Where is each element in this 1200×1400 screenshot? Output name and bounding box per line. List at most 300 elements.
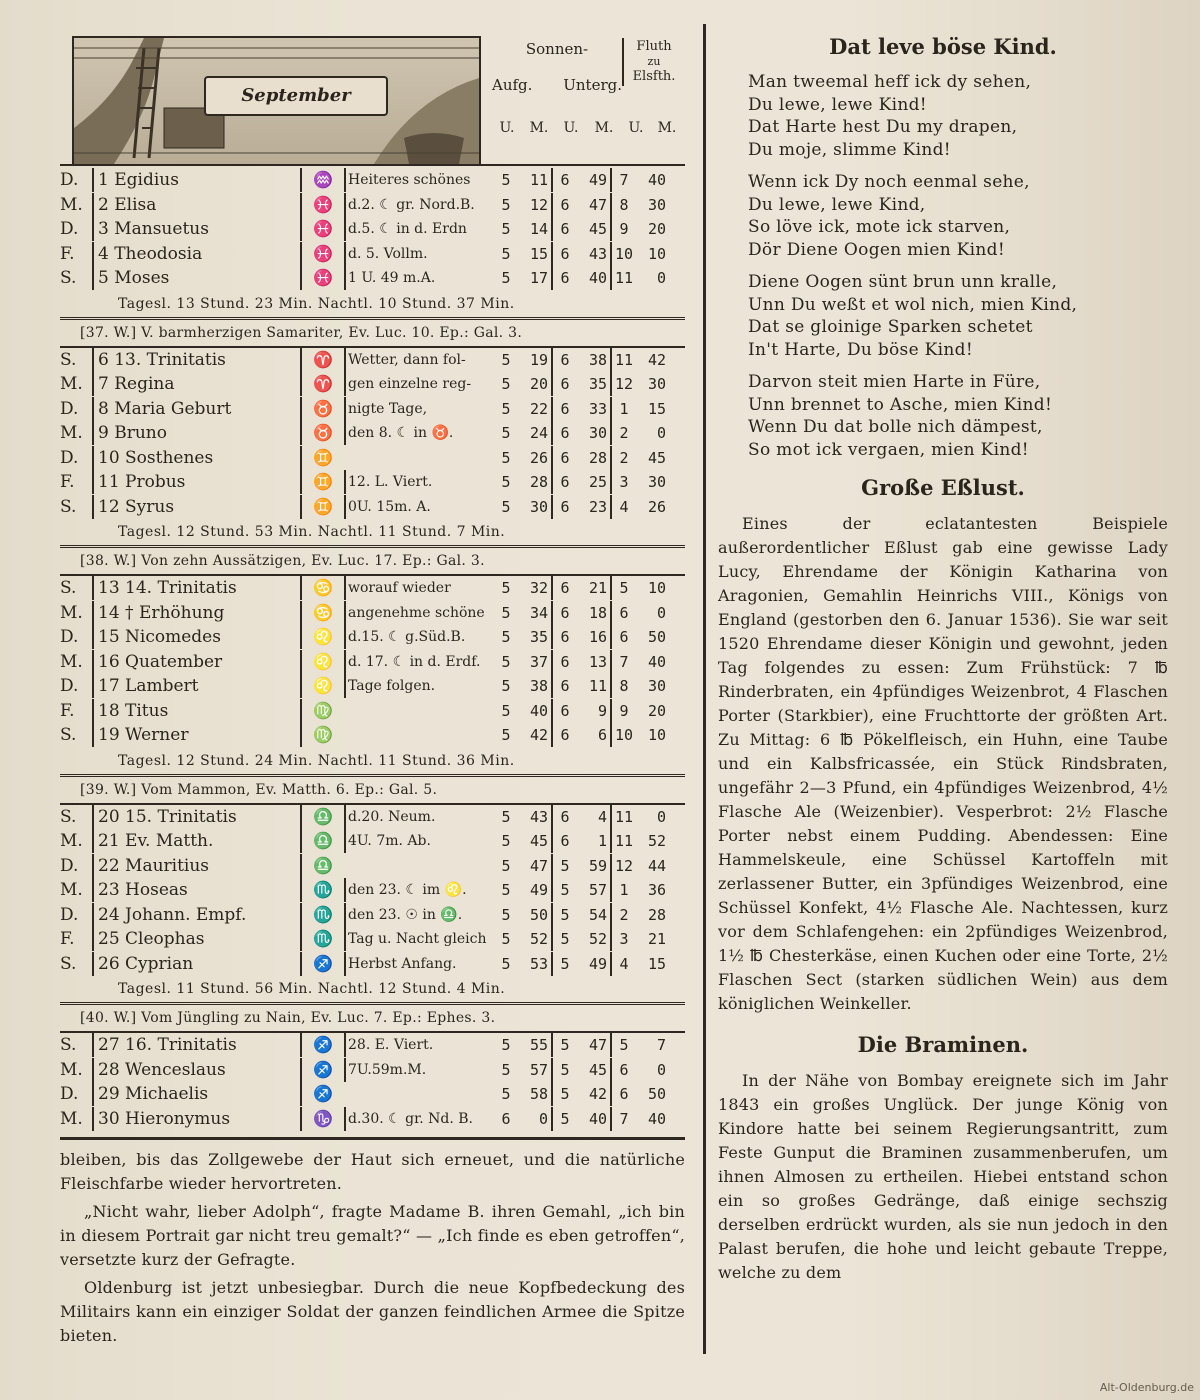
sunrise-minute: 50: [529, 905, 548, 924]
zodiac-symbol: ♓: [300, 242, 344, 266]
day-name: 7 Regina: [92, 372, 300, 396]
tide-hour: 11: [610, 348, 636, 372]
tide-minute: 10: [647, 244, 666, 263]
weekday: S.: [60, 806, 77, 827]
text-column: [718, 28, 1168, 1285]
prose-paragraph: bleiben, bis das Zollgewebe der Haut sich erneuet, und die natürliche Fleischfarbe wieder hervortreten.: [60, 1150, 685, 1193]
zodiac-symbol: ♊: [300, 446, 344, 470]
sunrise-hour: 5: [501, 603, 511, 622]
weekday: S.: [60, 349, 77, 370]
day-name: 5 Moses: [92, 266, 300, 290]
poem-line: In't Harte, Du böse Kind!: [748, 339, 973, 360]
zodiac-symbol: ♌: [300, 650, 344, 674]
tide-hour: 8: [610, 674, 636, 698]
zodiac-symbol: ♊: [300, 495, 344, 519]
day-name: 3 Mansuetus: [92, 217, 300, 241]
sunrise-minute: 30: [529, 497, 548, 516]
zodiac-symbol: ♐: [300, 952, 344, 976]
tide-minute: 20: [647, 701, 666, 720]
poem-line: Dör Diene Oogen mien Kind!: [748, 239, 1005, 260]
poem-line: Du lewe, lewe Kind!: [748, 94, 927, 115]
day-name: 24 Johann. Empf.: [92, 903, 300, 927]
sunset-minute: 28: [588, 448, 607, 467]
weekday: M.: [60, 602, 83, 623]
sunrise-hour: 5: [501, 832, 511, 851]
weekday: D.: [60, 398, 79, 419]
sunrise-minute: 11: [529, 171, 548, 190]
prose-paragraph: Oldenburg ist jetzt unbesiegbar. Durch die neue Kopfbedeckung des Militairs kann ein einziger Soldat der ganzen feindlichen Armee die Spitze bieten.: [60, 1278, 685, 1345]
poem-line: Dat se gloinige Sparken schetet: [748, 317, 1033, 337]
sunrise-hour: 5: [501, 677, 511, 696]
weather-note: nigte Tage,: [344, 397, 494, 421]
prose-paragraph: „Nicht wahr, lieber Adolph“, fragte Madame B. ihren Gemahl, „ich bin in diesem Portrait gar nicht treu gemalt?“ — „Ich finde es eben getroffen“, versetzte kurz der Gefragte.: [60, 1202, 685, 1269]
tide-minute: 42: [647, 350, 666, 369]
weather-note: 7U.59m.M.: [344, 1058, 494, 1082]
tide-place-label: Elsfth.: [632, 69, 676, 84]
sunrise-minute: 57: [529, 1060, 548, 1079]
tide-minute: 40: [647, 171, 666, 190]
sunrise-hour: 5: [501, 579, 511, 598]
sunrise-hour: 5: [501, 424, 511, 443]
sunset-hour: 5: [551, 1107, 577, 1131]
sunset-minute: 40: [588, 269, 607, 288]
tide-minute: 7: [656, 1036, 666, 1055]
day-name: 11 Probus: [92, 470, 300, 494]
poem-line: Darvon steit mien Harte in Füre,: [748, 372, 1041, 392]
poem-stanza: [718, 171, 1168, 261]
tide-hour: 12: [610, 372, 636, 396]
sunset-minute: 21: [588, 579, 607, 598]
esslust-title: Große Eßlust.: [861, 475, 1025, 500]
sunrise-minute: 15: [529, 244, 548, 263]
poem-line: So löve ick, mote ick starven,: [748, 217, 1011, 237]
day-name: 10 Sosthenes: [92, 446, 300, 470]
sunset-hour: 6: [551, 723, 577, 747]
sunset-minute: 49: [588, 171, 607, 190]
day-length: Tagesl. 11 Stund. 56 Min. Nachtl. 12 Stund. 4 Min.: [118, 981, 506, 997]
zodiac-symbol: ♎: [300, 805, 344, 829]
sunset-minute: 11: [588, 677, 607, 696]
tide-minute: 28: [647, 905, 666, 924]
tide-minute: 0: [656, 1060, 666, 1079]
sunset-hour: 6: [551, 217, 577, 241]
weekday: M.: [60, 651, 83, 672]
sunrise-hour: 5: [501, 350, 511, 369]
calendar-header: [60, 28, 685, 168]
sunset-minute: 30: [588, 424, 607, 443]
tide-minute: 15: [647, 954, 666, 973]
sunset-minute: 49: [588, 954, 607, 973]
poem-line: Unn Du weßt et wol nich, mien Kind,: [748, 294, 1078, 315]
day-name: 1 Egidius: [92, 168, 300, 192]
sun-label: Sonnen-: [525, 40, 589, 58]
tide-label: Fluth: [636, 39, 672, 54]
day-name: 14 † Erhöhung: [92, 601, 300, 625]
day-row: [60, 927, 685, 952]
sunrise-minute: 35: [529, 628, 548, 647]
tide-minute: 0: [656, 269, 666, 288]
day-row: [60, 625, 685, 650]
tide-hour: 6: [610, 625, 636, 649]
weather-note: 4U. 7m. Ab.: [344, 829, 494, 853]
poem-title: Dat leve böse Kind.: [829, 34, 1057, 59]
tide-hour: 12: [610, 854, 636, 878]
zodiac-symbol: ♓: [300, 193, 344, 217]
week-block: [60, 545, 685, 774]
sunrise-minute: 20: [529, 375, 548, 394]
calendar-bottom-rule: [60, 1137, 685, 1140]
sunrise-minute: 52: [529, 930, 548, 949]
week-block: [60, 1002, 685, 1131]
weather-note: d. 5. Vollm.: [344, 242, 494, 266]
sunrise-hour: 5: [501, 1036, 511, 1055]
sunrise-hour: 5: [501, 726, 511, 745]
zodiac-symbol: ♌: [300, 625, 344, 649]
weather-note: 1 U. 49 m.A.: [344, 266, 494, 290]
sunset-hour: 5: [551, 927, 577, 951]
sunrise-hour: 5: [501, 881, 511, 900]
day-name: 8 Maria Geburt: [92, 397, 300, 421]
day-row: [60, 168, 685, 193]
sunrise-minute: 47: [529, 856, 548, 875]
day-name: 15 Nicomedes: [92, 625, 300, 649]
sunset-hour: 5: [551, 903, 577, 927]
day-row: [60, 266, 685, 291]
tide-hour: 2: [610, 421, 636, 445]
weekday: F.: [60, 929, 75, 950]
tide-hour: 6: [610, 1082, 636, 1106]
weather-note: 0U. 15m. A.: [344, 495, 494, 519]
week-header: [38. W.] Von zehn Aussätzigen, Ev. Luc. 17. Ep.: Gal. 3.: [60, 545, 685, 576]
sunset-hour: 5: [551, 1033, 577, 1057]
sunset-hour: 6: [551, 699, 577, 723]
tide-minute: 21: [647, 930, 666, 949]
tide-minute: 36: [647, 881, 666, 900]
poem-stanza: [718, 371, 1168, 461]
sunrise-minute: 49: [529, 881, 548, 900]
day-row: [60, 829, 685, 854]
sunrise-hour: 5: [501, 930, 511, 949]
tide-hour: 8: [610, 193, 636, 217]
sunrise-minute: 43: [529, 807, 548, 826]
sunrise-hour: 5: [501, 856, 511, 875]
weather-note: den 23. ☾ im ♌.: [344, 878, 494, 902]
weather-note: d.30. ☾ gr. Nd. B.: [344, 1107, 494, 1131]
tide-minute: 45: [647, 448, 666, 467]
day-row: [60, 372, 685, 397]
zodiac-symbol: ♈: [300, 348, 344, 372]
zodiac-symbol: ♍: [300, 723, 344, 747]
poem-line: So mot ick vergaen, mien Kind!: [748, 439, 1029, 460]
day-name: 26 Cyprian: [92, 952, 300, 976]
sunrise-minute: 40: [529, 701, 548, 720]
weather-note: 28. E. Viert.: [344, 1033, 494, 1057]
weekday: F.: [60, 700, 75, 721]
weekday: D.: [60, 447, 79, 468]
sunset-hour: 6: [551, 470, 577, 494]
sunset-minute: 52: [588, 930, 607, 949]
weekday: M.: [60, 194, 83, 215]
sunrise-hour: 5: [501, 905, 511, 924]
weekday: S.: [60, 725, 77, 746]
tide-hour: 11: [610, 805, 636, 829]
weather-note: gen einzelne reg-: [344, 372, 494, 396]
sunrise-minute: 14: [529, 220, 548, 239]
sunset-minute: 13: [588, 652, 607, 671]
tide-hour: 7: [610, 1107, 636, 1131]
sunset-minute: 57: [588, 881, 607, 900]
weekday: D.: [60, 855, 79, 876]
tide-hour: 9: [610, 217, 636, 241]
tide-minute: 50: [647, 1085, 666, 1104]
month-title: September: [204, 76, 388, 116]
day-row: [60, 650, 685, 675]
tide-hour: 6: [610, 1058, 636, 1082]
day-name: 29 Michaelis: [92, 1082, 300, 1106]
weekday: D.: [60, 676, 79, 697]
zodiac-symbol: ♊: [300, 470, 344, 494]
units-row: [492, 120, 684, 136]
tide-zu-label: zu: [647, 55, 661, 68]
weekday: D.: [60, 219, 79, 240]
day-row: [60, 1058, 685, 1083]
sunrise-hour: 5: [501, 195, 511, 214]
day-name: 18 Titus: [92, 699, 300, 723]
sunset-minute: 54: [588, 905, 607, 924]
day-row: [60, 878, 685, 903]
sunrise-label: Aufg.: [492, 76, 533, 94]
unit-label: M.: [529, 120, 549, 136]
sun-header: [492, 38, 622, 96]
sunrise-hour: 5: [501, 220, 511, 239]
day-row: [60, 952, 685, 977]
day-name: 25 Cleophas: [92, 927, 300, 951]
tide-hour: 5: [610, 576, 636, 600]
tide-header: [622, 38, 684, 86]
sunset-hour: 6: [551, 397, 577, 421]
column-divider: [703, 24, 706, 1354]
source-credit: Alt-Oldenburg.de: [1099, 1381, 1194, 1394]
tide-hour: 7: [610, 650, 636, 674]
tide-minute: 50: [647, 628, 666, 647]
sunset-hour: 6: [551, 266, 577, 290]
sunset-minute: 45: [588, 1060, 607, 1079]
tide-hour: 10: [610, 242, 636, 266]
sunset-hour: 6: [551, 650, 577, 674]
tide-minute: 40: [647, 652, 666, 671]
week-header: [37. W.] V. barmherzigen Samariter, Ev. Luc. 10. Ep.: Gal. 3.: [60, 317, 685, 348]
day-row: [60, 242, 685, 267]
zodiac-symbol: ♍: [300, 699, 344, 723]
sunrise-minute: 26: [529, 448, 548, 467]
sunset-minute: 35: [588, 375, 607, 394]
weather-note: d.5. ☾ in d. Erdn: [344, 217, 494, 241]
day-row: [60, 1107, 685, 1132]
poem-line: Man tweemal heff ick dy sehen,: [748, 72, 1032, 92]
sunset-minute: 4: [597, 807, 607, 826]
day-name: 23 Hoseas: [92, 878, 300, 902]
sunset-minute: 42: [588, 1085, 607, 1104]
tide-minute: 30: [647, 195, 666, 214]
sunset-hour: 5: [551, 1082, 577, 1106]
sunrise-hour: 5: [501, 448, 511, 467]
zodiac-symbol: ♎: [300, 829, 344, 853]
weather-note: Wetter, dann fol-: [344, 348, 494, 372]
sunset-minute: 16: [588, 628, 607, 647]
day-name: 28 Wenceslaus: [92, 1058, 300, 1082]
tide-hour: 11: [610, 829, 636, 853]
tide-minute: 30: [647, 473, 666, 492]
weekday: S.: [60, 268, 77, 289]
braminen-title: Die Braminen.: [857, 1032, 1029, 1057]
day-row: [60, 446, 685, 471]
day-row: [60, 723, 685, 748]
day-row: [60, 854, 685, 879]
tide-minute: 30: [647, 375, 666, 394]
week-block: [60, 774, 685, 1003]
day-row: [60, 903, 685, 928]
day-length: Tagesl. 13 Stund. 23 Min. Nachtl. 10 Stund. 37 Min.: [118, 295, 515, 312]
zodiac-symbol: ♑: [300, 1107, 344, 1131]
sunset-minute: 33: [588, 399, 607, 418]
sunrise-minute: 58: [529, 1085, 548, 1104]
zodiac-symbol: ♐: [300, 1058, 344, 1082]
sunset-minute: 40: [588, 1109, 607, 1128]
weather-note: d.2. ☾ gr. Nord.B.: [344, 193, 494, 217]
tide-hour: 1: [610, 397, 636, 421]
week-block: [60, 317, 685, 546]
day-row: [60, 1033, 685, 1058]
day-row: [60, 1082, 685, 1107]
poem-line: Wenn ick Dy noch eenmal sehe,: [748, 172, 1030, 192]
sunset-hour: 5: [551, 878, 577, 902]
sunset-hour: 5: [551, 952, 577, 976]
day-row: [60, 805, 685, 830]
sunrise-hour: 5: [501, 1085, 511, 1104]
sunrise-hour: 5: [501, 807, 511, 826]
day-row: [60, 348, 685, 373]
zodiac-symbol: ♋: [300, 601, 344, 625]
unit-label: U.: [563, 120, 579, 136]
day-name: 9 Bruno: [92, 421, 300, 445]
tide-minute: 15: [647, 399, 666, 418]
sunset-minute: 47: [588, 195, 607, 214]
sunset-minute: 1: [597, 832, 607, 851]
zodiac-symbol: ♉: [300, 397, 344, 421]
day-name: 12 Syrus: [92, 495, 300, 519]
sunrise-hour: 5: [501, 399, 511, 418]
weather-note: d. 17. ☾ in d. Erdf.: [344, 650, 494, 674]
weekday: D.: [60, 627, 79, 648]
sunset-minute: 18: [588, 603, 607, 622]
esslust-text: Eines der eclatantesten Beispiele außerordentlicher Eßlust gab eine gewisse Lady Lucy, Ehrendame der Königin Katharina von Aragonien, Gemahlin Heinrichs VIII., Königs von England (gestorben den 6. Januar 1536). Sie war seit 1520 Ehrendame dieser Königin und gewohnt, jeden Tag folgendes zu essen: Zum Frühstück: 7 ℔ Rinderbraten, ein 4pfündiges Weizenbrot, 4 Flaschen Porter (Starkbier), eine Fruchttorte der größten Art. Zu Mittag: 6 ℔ Pökelfleisch, ein Huhn, eine Taube und ein Kalbsfricassée, ein Stück Rindsbraten, ungefähr 2—3 Pfund, ein 4pfündiges Weizenbrod, 4½ Flasche Ale (Weizenbier). Vesperbrot: 2½ Flasche Porter nebst einem Pudding. Abendessen: Eine Hammelskeule, eine Schüssel Kartoffeln mit zerlassener Butter, ein 3pfündiges Weizenbrod, eine Schüssel Konfekt, 4½ Flasche Ale. Nachtessen, kurz vor dem Schlafengehen: ein 2pfündiges Weizenbrod, 1½ ℔ Chesterkäse, einen Kuchen oder eine Torte, 2½ Flaschen Sect (starken südlichen Wein) aus dem königlichen Weinkeller.: [718, 514, 1168, 1013]
sunrise-minute: 19: [529, 350, 548, 369]
tide-minute: 44: [647, 856, 666, 875]
day-row: [60, 397, 685, 422]
sunrise-minute: 45: [529, 832, 548, 851]
sunrise-minute: 38: [529, 677, 548, 696]
calendar-weeks: [60, 168, 685, 1131]
sunrise-hour: 5: [501, 473, 511, 492]
tide-minute: 30: [647, 677, 666, 696]
day-name: 20 15. Trinitatis: [92, 805, 300, 829]
week-header: [40. W.] Vom Jüngling zu Nain, Ev. Luc. 7. Ep.: Ephes. 3.: [60, 1002, 685, 1033]
sunset-minute: 6: [597, 726, 607, 745]
sunrise-hour: 5: [501, 701, 511, 720]
week-block: [60, 168, 685, 317]
tide-hour: 11: [610, 266, 636, 290]
tide-minute: 20: [647, 220, 666, 239]
day-name: 2 Elisa: [92, 193, 300, 217]
tide-hour: 5: [610, 1033, 636, 1057]
sunrise-minute: 12: [529, 195, 548, 214]
day-name: 19 Werner: [92, 723, 300, 747]
day-name: 22 Mauritius: [92, 854, 300, 878]
sunset-hour: 6: [551, 348, 577, 372]
tide-hour: 4: [610, 952, 636, 976]
weekday: S.: [60, 1035, 77, 1056]
sunrise-minute: 42: [529, 726, 548, 745]
weather-note: angenehme schöne: [344, 601, 494, 625]
day-row: [60, 193, 685, 218]
tide-hour: 10: [610, 723, 636, 747]
sunset-hour: 6: [551, 242, 577, 266]
tide-minute: 0: [656, 424, 666, 443]
sunrise-hour: 5: [501, 375, 511, 394]
braminen-text: In der Nähe von Bombay ereignete sich im Jahr 1843 ein großes Unglück. Der junge König von Kindore hatte bei seinem Regierungsantritt, zum Feste Gunput die Braminen zusammenberufen, um ihnen Almosen zu ertheilen. Hiebei entstand schon ein so großes Gedränge, daß einige sechszig derselben erdrückt wurden, als sie nun jedoch in den Palast berufen, die hohe und leicht gebaute Treppe, welche zu dem: [718, 1071, 1168, 1282]
zodiac-symbol: ♈: [300, 372, 344, 396]
sunset-hour: 6: [551, 805, 577, 829]
tide-hour: 6: [610, 601, 636, 625]
day-row: [60, 470, 685, 495]
sunrise-hour: 5: [501, 628, 511, 647]
day-name: 4 Theodosia: [92, 242, 300, 266]
sunset-hour: 6: [551, 193, 577, 217]
day-name: 16 Quatember: [92, 650, 300, 674]
poem-line: Du moje, slimme Kind!: [748, 139, 951, 160]
zodiac-symbol: ♎: [300, 854, 344, 878]
sunset-minute: 38: [588, 350, 607, 369]
tide-hour: 7: [610, 168, 636, 192]
sunset-hour: 6: [551, 446, 577, 470]
day-length: Tagesl. 12 Stund. 53 Min. Nachtl. 11 Stund. 7 Min.: [118, 524, 506, 540]
sunset-hour: 6: [551, 421, 577, 445]
weather-note: d.20. Neum.: [344, 805, 494, 829]
weekday: D.: [60, 904, 79, 925]
sunset-hour: 6: [551, 168, 577, 192]
sunrise-minute: 32: [529, 579, 548, 598]
sunset-hour: 6: [551, 829, 577, 853]
day-row: [60, 421, 685, 446]
day-row: [60, 495, 685, 520]
sunset-hour: 6: [551, 674, 577, 698]
poem-line: Diene Oogen sünt brun unn kralle,: [748, 272, 1058, 292]
sunrise-hour: 5: [501, 244, 511, 263]
weekday: F.: [60, 243, 75, 264]
sunset-minute: 9: [597, 701, 607, 720]
month-vignette: [72, 36, 481, 166]
weather-note: den 23. ☉ in ♎.: [344, 903, 494, 927]
poem-line: Unn brennet to Asche, mien Kind!: [748, 394, 1053, 415]
sunset-minute: 59: [588, 856, 607, 875]
weekday: F.: [60, 472, 75, 493]
weather-note: den 8. ☾ in ♉.: [344, 421, 494, 445]
calendar-column: [60, 28, 685, 1352]
zodiac-symbol: ♓: [300, 217, 344, 241]
week-header: [39. W.] Vom Mammon, Ev. Matth. 6. Ep.: Gal. 5.: [60, 774, 685, 805]
sunset-minute: 23: [588, 497, 607, 516]
sunrise-hour: 5: [501, 954, 511, 973]
